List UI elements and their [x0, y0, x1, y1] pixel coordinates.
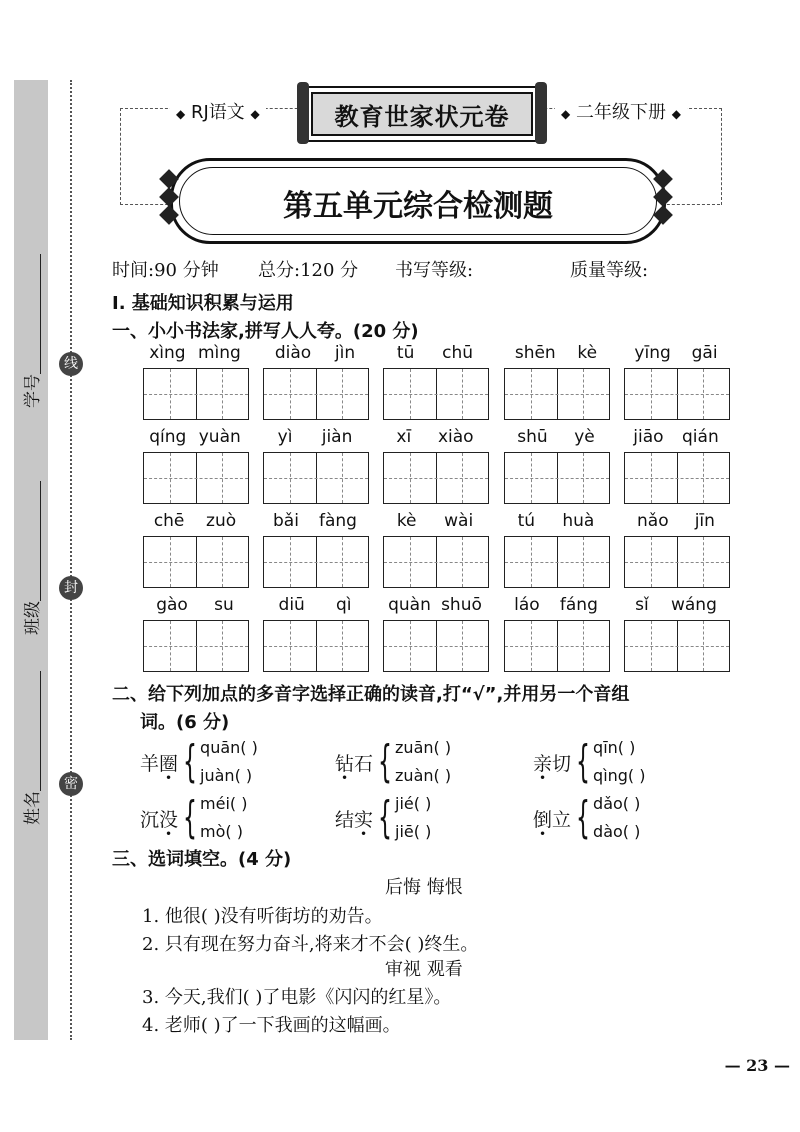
polyphone-item: 亲切 { qīn( ) qìng( ): [533, 734, 646, 790]
writing-box[interactable]: [263, 452, 369, 504]
pinyin-label: bǎi fàng: [273, 511, 357, 531]
seal-seal: 封: [59, 576, 83, 600]
question-4[interactable]: 4. 老师( )了一下我画的这幅画。: [142, 1015, 401, 1036]
writing-box[interactable]: [504, 452, 610, 504]
polyphone-item: 沉没 { méi( ) mò( ): [140, 790, 247, 846]
pinyin-label: nǎo jīn: [637, 511, 715, 531]
reading-option[interactable]: dào( ): [593, 822, 641, 841]
writing-box[interactable]: [263, 620, 369, 672]
reading-option[interactable]: mò( ): [200, 822, 243, 841]
pinyin-label: sǐ wáng: [635, 595, 717, 615]
question-3[interactable]: 3. 今天,我们( )了电影《闪闪的红星》。: [142, 987, 452, 1008]
reading-option[interactable]: jiē( ): [395, 822, 432, 841]
pinyin-label: tú huà: [517, 511, 595, 531]
word-choice-1: 后悔 悔恨: [385, 877, 463, 898]
reading-option[interactable]: méi( ): [200, 794, 248, 813]
polyphone-item: 倒立 { dǎo( ) dào( ): [533, 790, 640, 846]
writing-box[interactable]: [383, 452, 489, 504]
writing-box[interactable]: [624, 368, 730, 420]
writing-box[interactable]: [383, 536, 489, 588]
subject-tag: ◆ RJ语文 ◆: [170, 98, 266, 124]
quality-grade: 质量等级:: [570, 260, 649, 281]
polyphone-item: 羊圈 { quān( ) juàn( ): [140, 734, 258, 790]
pinyin-label: shēn kè: [514, 343, 598, 363]
student-id-label: 学号: [23, 374, 43, 408]
writing-box[interactable]: [504, 620, 610, 672]
pinyin-label: jiāo qián: [633, 427, 719, 447]
class-label: 班级: [23, 601, 43, 635]
name-field[interactable]: [18, 671, 43, 825]
page-number: — 23 —: [724, 1056, 790, 1075]
reading-option[interactable]: qīn( ): [593, 738, 636, 757]
section2-title: 二、给下列加点的多音字选择正确的读音,打“√”,并用另一个音组: [112, 684, 630, 705]
word-choice-2: 审视 观看: [385, 959, 463, 980]
writing-box[interactable]: [263, 536, 369, 588]
class-field[interactable]: [18, 481, 43, 635]
pinyin-label: xī xiào: [396, 427, 474, 447]
pinyin-label: diū qì: [278, 595, 352, 615]
grade-tag: ◆ 二年级下册 ◆: [555, 98, 687, 124]
reading-option[interactable]: zuān( ): [395, 738, 452, 757]
pinyin-label: yì jiàn: [277, 427, 353, 447]
series-scroll: [305, 86, 539, 142]
pinyin-label: kè wài: [396, 511, 474, 531]
writing-box[interactable]: [383, 620, 489, 672]
question-2[interactable]: 2. 只有现在努力奋斗,将来才不会( )终生。: [142, 934, 479, 955]
pinyin-label: diào jìn: [274, 343, 356, 363]
reading-option[interactable]: jié( ): [395, 794, 432, 813]
section2-title-cont: 词。(6 分): [140, 712, 230, 733]
writing-box[interactable]: [624, 452, 730, 504]
pinyin-label: láo fáng: [514, 595, 598, 615]
title-banner: [170, 158, 666, 244]
pinyin-label: chē zuò: [153, 511, 237, 531]
pinyin-label: quàn shuō: [388, 595, 482, 615]
writing-box[interactable]: [383, 368, 489, 420]
exam-title: 第五单元综合检测题: [283, 189, 553, 224]
series-title: 教育世家状元卷: [334, 103, 510, 131]
section3-title: 三、选词填空。(4 分): [112, 849, 292, 870]
writing-box[interactable]: [624, 620, 730, 672]
pinyin-label: shū yè: [517, 427, 595, 447]
pinyin-label: xìng mìng: [149, 343, 241, 363]
exam-total: 总分:120 分: [258, 260, 359, 281]
cut-line: [70, 80, 72, 1040]
reading-option[interactable]: dǎo( ): [593, 794, 641, 813]
reading-option[interactable]: juàn( ): [200, 766, 253, 785]
writing-box[interactable]: [143, 620, 249, 672]
name-label: 姓名: [23, 791, 43, 825]
student-id-field[interactable]: [18, 254, 43, 408]
pinyin-label: tū chū: [396, 343, 474, 363]
writing-box[interactable]: [143, 368, 249, 420]
writing-box[interactable]: [143, 452, 249, 504]
writing-box[interactable]: [624, 536, 730, 588]
section1-title: 一、小小书法家,拼写人人夸。(20 分): [112, 321, 419, 342]
reading-option[interactable]: quān( ): [200, 738, 258, 757]
polyphone-item: 钻石 { zuān( ) zuàn( ): [335, 734, 451, 790]
question-1[interactable]: 1. 他很( )没有听街坊的劝告。: [142, 906, 383, 927]
pinyin-label: yīng gāi: [634, 343, 718, 363]
part-heading: Ⅰ. 基础知识积累与运用: [112, 293, 294, 314]
writing-box[interactable]: [143, 536, 249, 588]
writing-box[interactable]: [263, 368, 369, 420]
exam-time: 时间:90 分钟: [112, 260, 219, 281]
writing-box[interactable]: [504, 536, 610, 588]
polyphone-item: 结实 { jié( ) jiē( ): [335, 790, 431, 846]
pinyin-label: qíng yuàn: [149, 427, 241, 447]
reading-option[interactable]: zuàn( ): [395, 766, 452, 785]
seal-line: 线: [59, 352, 83, 376]
writing-box[interactable]: [504, 368, 610, 420]
reading-option[interactable]: qìng( ): [593, 766, 646, 785]
pinyin-label: gào su: [156, 595, 234, 615]
seal-secret: 密: [59, 772, 83, 796]
writing-grade: 书写等级:: [395, 260, 474, 281]
